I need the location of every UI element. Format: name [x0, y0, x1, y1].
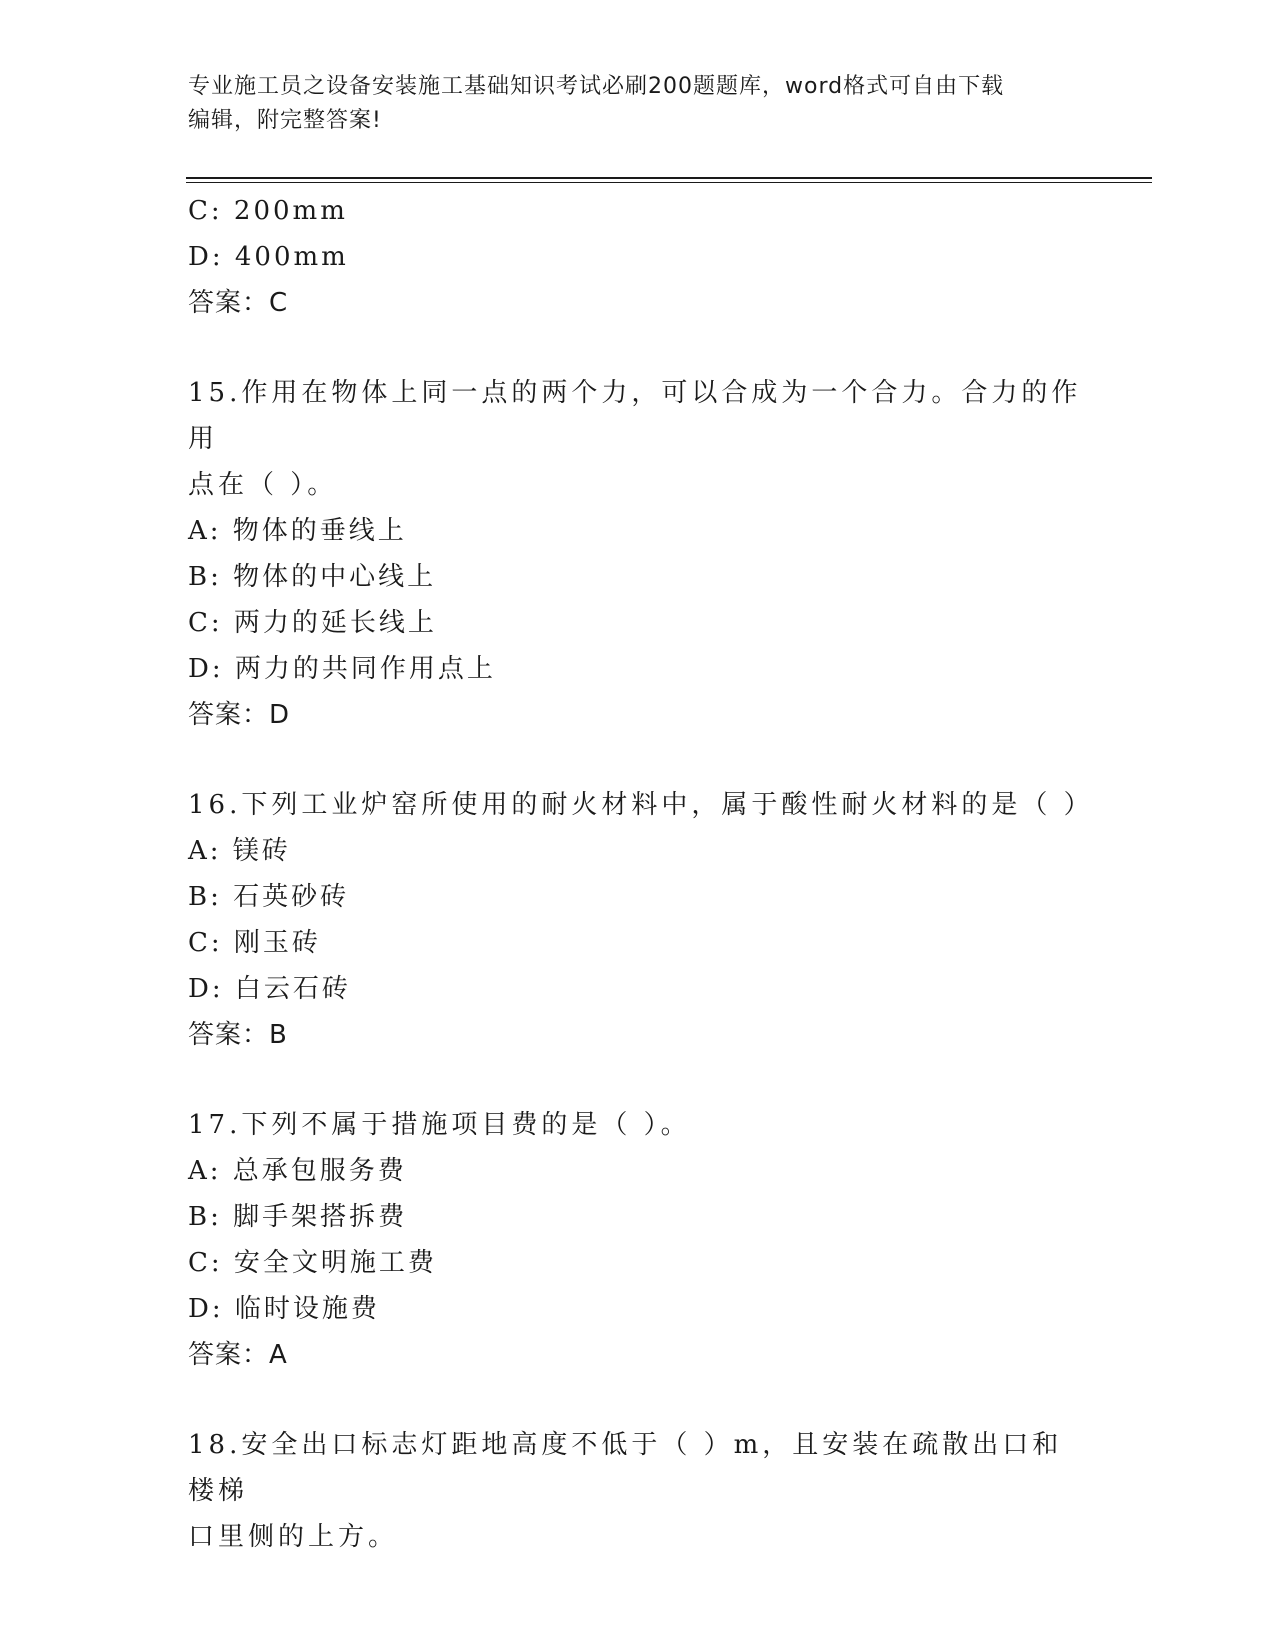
question-15	[188, 370, 1088, 738]
answer-line: 答案：C	[188, 288, 289, 318]
option-b: B: 石英砂砖	[188, 882, 350, 912]
question-17	[188, 1102, 1088, 1378]
option-a: A: 镁砖	[188, 836, 291, 866]
option-c: C: 刚玉砖	[188, 928, 321, 958]
option-c: C: 200mm	[188, 196, 348, 226]
question-stem-line: 15.作用在物体上同一点的两个力，可以合成为一个合力。合力的作用	[188, 378, 1082, 454]
option-d: D: 两力的共同作用点上	[188, 654, 496, 684]
header-divider-thin	[186, 182, 1152, 183]
header-title-line-1: 专业施工员之设备安装施工基础知识考试必刷200题题库，word格式可自由下载	[188, 74, 1005, 99]
option-d: D: 400mm	[188, 242, 349, 272]
document-header	[188, 70, 1088, 138]
question-18	[188, 1422, 1088, 1560]
option-d: D: 白云石砖	[188, 974, 351, 1004]
question-list	[188, 188, 1094, 1560]
header-divider-thick	[186, 177, 1152, 179]
answer-line: 答案：D	[188, 700, 291, 730]
answer-line: 答案：B	[188, 1020, 288, 1050]
answer-line: 答案：A	[188, 1340, 288, 1370]
option-d: D: 临时设施费	[188, 1294, 380, 1324]
option-a: A: 物体的垂线上	[188, 516, 407, 546]
continued-question	[188, 188, 1088, 326]
option-a: A: 总承包服务费	[188, 1156, 407, 1186]
question-stem-line: 点在（ ）。	[188, 470, 338, 500]
question-stem-line: 17.下列不属于措施项目费的是（ ）。	[188, 1110, 691, 1140]
option-b: B: 物体的中心线上	[188, 562, 437, 592]
option-c: C: 安全文明施工费	[188, 1248, 437, 1278]
question-stem-line: 18.安全出口标志灯距地高度不低于（ ）m，且安装在疏散出口和楼梯	[188, 1430, 1063, 1506]
question-stem-line: 16.下列工业炉窑所使用的耐火材料中，属于酸性耐火材料的是（ ）	[188, 790, 1094, 820]
option-b: B: 脚手架搭拆费	[188, 1202, 408, 1232]
question-16	[188, 782, 1094, 1058]
header-title-line-2: 编辑，附完整答案!	[188, 108, 382, 133]
option-c: C: 两力的延长线上	[188, 608, 437, 638]
question-stem-line: 口里侧的上方。	[188, 1522, 399, 1552]
